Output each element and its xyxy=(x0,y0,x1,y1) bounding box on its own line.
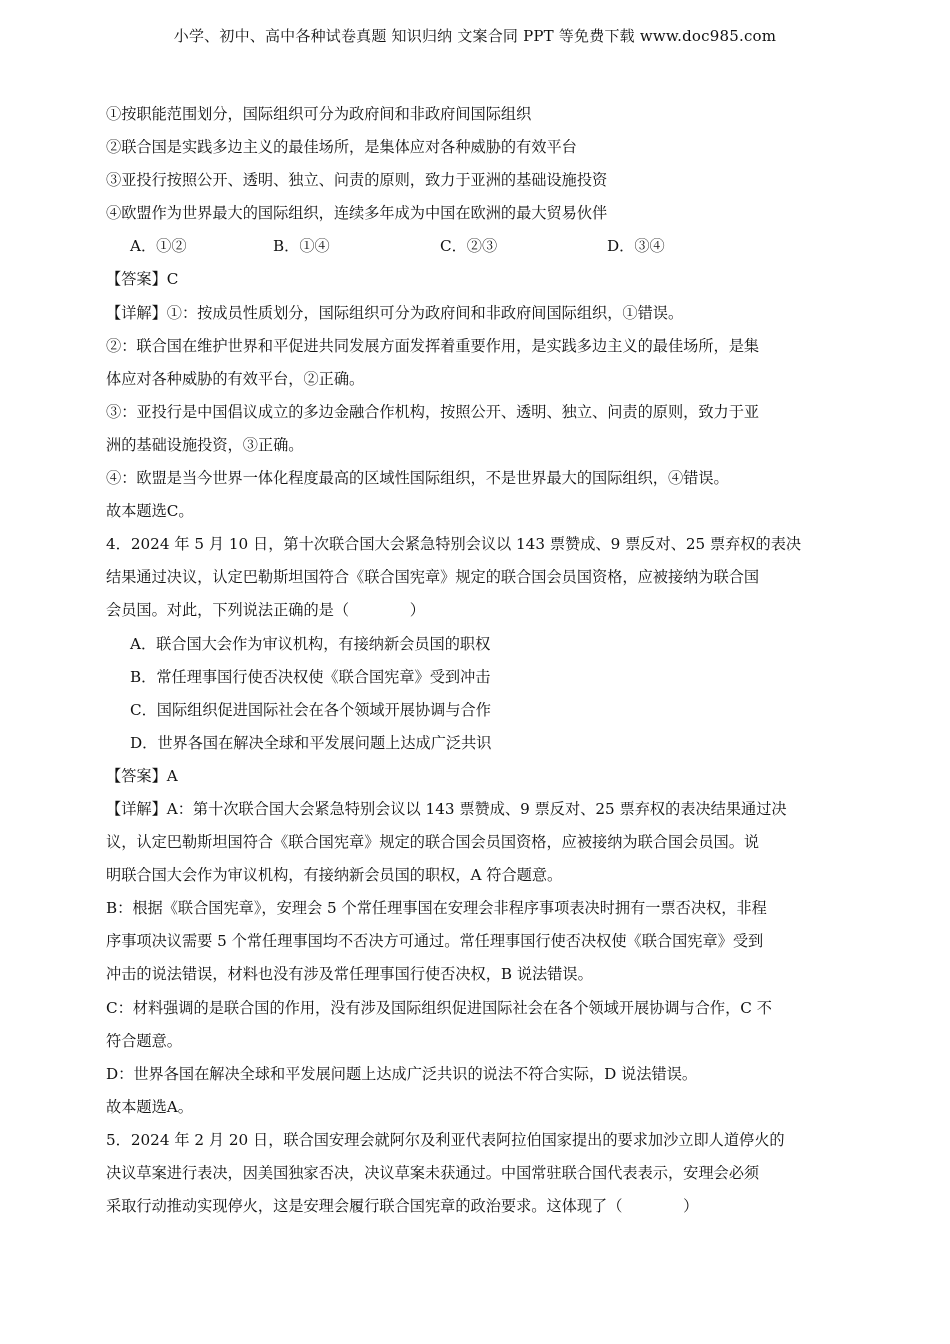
option-d: D．世界各国在解决全球和平发展问题上达成广泛共识 xyxy=(130,733,492,752)
statement-3: ③亚投行按照公开、透明、独立、问责的原则，致力于亚洲的基础设施投资 xyxy=(106,171,608,190)
explanation-line: 体应对各种威胁的有效平台，②正确。 xyxy=(106,369,365,388)
question-stem-line: 5．2024 年 2 月 20 日，联合国安理会就阿尔及利亚代表阿拉伯国家提出的要求加沙立即人道停火的 xyxy=(106,1130,785,1149)
question-stem-line: 会员国。对此，下列说法正确的是（ ） xyxy=(106,601,425,620)
option-d: D．③④ xyxy=(607,237,665,256)
explanation-line: 明联合国大会作为审议机构，有接纳新会员国的职权，A 符合题意。 xyxy=(106,866,563,885)
option-a: A．联合国大会作为审议机构，有接纳新会员国的职权 xyxy=(130,634,491,653)
answer-label: 【答案】A xyxy=(106,766,178,785)
explanation-line: D：世界各国在解决全球和平发展问题上达成广泛共识的说法不符合实际，D 说法错误。 xyxy=(106,1064,698,1083)
option-b: B．①④ xyxy=(273,237,330,256)
explanation-line: B：根据《联合国宪章》，安理会 5 个常任理事国在安理会非程序事项表决时拥有一票否决权，非程 xyxy=(106,899,767,918)
question-4 xyxy=(106,528,842,1124)
explanation-line: ④：欧盟是当今世界一体化程度最高的区域性国际组织，不是世界最大的国际组织，④错误。 xyxy=(106,469,729,488)
question-stem-line: 决议草案进行表决，因美国独家否决，决议草案未获通过。中国常驻联合国代表表示，安理会必须 xyxy=(106,1164,760,1182)
option-b: B．常任理事国行使否决权使《联合国宪章》受到冲击 xyxy=(130,667,491,686)
statement-2: ②联合国是实践多边主义的最佳场所，是集体应对各种威胁的有效平台 xyxy=(106,138,577,157)
explanation-line: 故本题选A。 xyxy=(106,1097,193,1116)
option-c: C．国际组织促进国际社会在各个领域开展协调与合作 xyxy=(130,700,491,719)
explanation-line: ②：联合国在维护世界和平促进共同发展方面发挥着重要作用，是实践多边主义的最佳场所，是集 xyxy=(106,336,760,355)
question-5 xyxy=(106,1124,842,1223)
document-body xyxy=(106,98,842,1223)
question-stem-line: 4．2024 年 5 月 10 日，第十次联合国大会紧急特别会议以 143 票赞成、9 票反对、25 票弃权的表决 xyxy=(106,535,802,554)
explanation-line: 序事项决议需要 5 个常任理事国均不否决方可通过。常任理事国行使否决权使《联合国宪章》受到 xyxy=(106,932,764,951)
explanation-line: 【详解】①：按成员性质划分，国际组织可分为政府间和非政府间国际组织，①错误。 xyxy=(106,303,684,322)
explanation-line: 【详解】A：第十次联合国大会紧急特别会议以 143 票赞成、9 票反对、25 票弃权的表决结果通过决 xyxy=(106,799,787,818)
explanation-line: ③：亚投行是中国倡议成立的多边金融合作机构，按照公开、透明、独立、问责的原则，致力于亚 xyxy=(106,402,760,421)
answer-label: 【答案】C xyxy=(106,270,179,289)
explanation-line: 冲击的说法错误，材料也没有涉及常任理事国行使否决权，B 说法错误。 xyxy=(106,965,593,984)
statement-1: ①按职能范围划分，国际组织可分为政府间和非政府间国际组织 xyxy=(106,105,532,123)
explanation-line: 故本题选C。 xyxy=(106,502,194,521)
explanation-line: 议，认定巴勒斯坦国符合《联合国宪章》规定的联合国会员国资格，应被接纳为联合国会员国。说 xyxy=(106,833,760,852)
option-a: A．①② xyxy=(130,237,187,256)
answer-options xyxy=(106,230,842,263)
question-stem-line: 结果通过决议，认定巴勒斯坦国符合《联合国宪章》规定的联合国会员国资格，应被接纳为联合国 xyxy=(106,568,760,587)
question-3 xyxy=(106,98,842,528)
question-stem-line: 采取行动推动实现停火，这是安理会履行联合国宪章的政治要求。这体现了（ ） xyxy=(106,1197,699,1216)
explanation-line: 符合题意。 xyxy=(106,1031,182,1050)
statement-4: ④欧盟作为世界最大的国际组织，连续多年成为中国在欧洲的最大贸易伙伴 xyxy=(106,204,608,223)
option-c: C．②③ xyxy=(440,237,498,256)
explanation-line: 洲的基础设施投资，③正确。 xyxy=(106,435,304,454)
explanation-line: C：材料强调的是联合国的作用，没有涉及国际组织促进国际社会在各个领域开展协调与合作，C 不 xyxy=(106,998,772,1017)
page-header: 小学、初中、高中各种试卷真题 知识归纳 文案合同 PPT 等免费下载 www.doc985.com xyxy=(173,27,777,45)
